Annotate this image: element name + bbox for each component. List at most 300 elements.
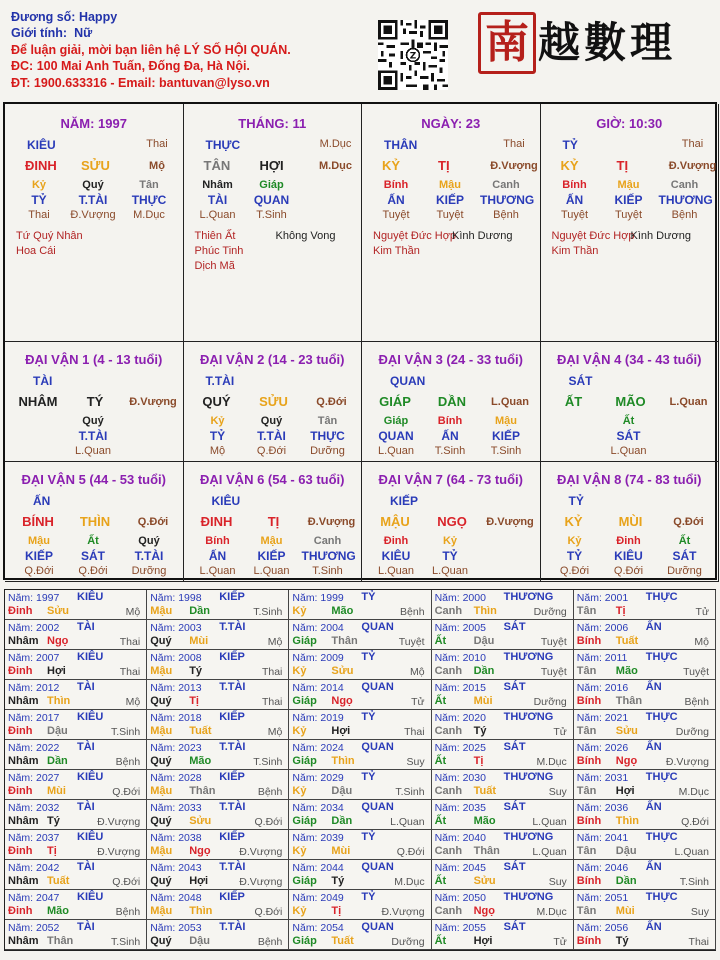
year-label: Năm: 2035 xyxy=(434,802,486,814)
pillar-hidden-stage: Tuyệt xyxy=(436,209,464,221)
dai-van-hidden-stem: Đinh xyxy=(616,535,641,547)
page-header xyxy=(0,0,720,100)
year-stage: Dưỡng xyxy=(391,936,425,948)
year-stage: Tử xyxy=(411,696,425,708)
year-chi: Hợi xyxy=(47,665,66,677)
pillar-hidden-star: ẤN xyxy=(387,193,405,207)
year-star: KIÊU xyxy=(77,711,104,723)
pillar-hidden-stage: Tuyệt xyxy=(614,209,643,221)
year-label: Năm: 2025 xyxy=(434,742,486,754)
year-chi: Ngọ xyxy=(331,695,353,707)
year-stage: Thai xyxy=(404,726,425,738)
year-star: KIÊU xyxy=(77,651,104,663)
year-star: THỰC xyxy=(645,591,678,603)
year-star: QUAN xyxy=(361,741,394,753)
dai-van-hidden-stem: Bính xyxy=(205,535,230,547)
dai-van-can: GIÁP xyxy=(379,394,411,409)
year-star: QUAN xyxy=(361,621,394,633)
year-chi: Dần xyxy=(189,605,210,617)
year-stage: Mộ xyxy=(267,726,283,738)
pillar-hidden-stage: Thai xyxy=(28,209,50,221)
year-chi: Tuất xyxy=(615,635,639,647)
year-can: Tân xyxy=(576,605,597,617)
pillar-can: TÂN xyxy=(203,158,231,173)
pillar-hidden-stem: Kỷ xyxy=(31,179,47,191)
year-cell xyxy=(574,620,716,650)
year-chi: Mão xyxy=(47,905,69,917)
year-chi: Tuất xyxy=(473,785,496,797)
year-chi: Tý xyxy=(189,665,203,677)
pillar-hidden-stage: Bệnh xyxy=(493,209,519,221)
year-chi: Mùi xyxy=(473,695,493,707)
year-can: Mậu xyxy=(150,605,173,617)
year-chi: Sửu xyxy=(47,605,70,617)
pillar-hidden-stage: L.Quan xyxy=(199,209,236,221)
year-label: Năm: 2010 xyxy=(434,652,486,664)
dai-van-cell xyxy=(541,462,720,582)
year-star: TÀI xyxy=(77,621,95,633)
year-star: THỰC xyxy=(645,771,678,783)
year-star: TÀI xyxy=(77,801,95,813)
year-star: ẤN xyxy=(645,621,662,633)
year-can: Giáp xyxy=(292,695,317,707)
year-star: TỶ xyxy=(361,591,376,603)
year-star: KIÊU xyxy=(77,891,104,903)
year-can: Ất xyxy=(434,635,447,647)
dai-van-hidden-stem: Mậu xyxy=(260,535,283,547)
pillar-cell xyxy=(541,104,720,342)
year-stage: T.Sinh xyxy=(679,876,709,888)
year-can: Canh xyxy=(434,905,463,917)
year-label: Năm: 2048 xyxy=(150,892,202,904)
year-stage: Bệnh xyxy=(257,936,283,948)
dai-van-hidden-star: TỶ xyxy=(209,429,226,443)
year-can: Giáp xyxy=(292,635,317,647)
duong-so-value: Happy xyxy=(78,10,118,24)
year-chi: Ngọ xyxy=(47,635,69,647)
year-cell xyxy=(289,740,431,770)
year-cell xyxy=(432,680,574,710)
year-can: Quý xyxy=(150,635,172,647)
year-chi: Tuất xyxy=(331,935,354,947)
dai-van-cell xyxy=(5,462,184,582)
year-chi: Dậu xyxy=(473,635,495,647)
dai-van-title: ĐẠI VẬN 4 (34 - 43 tuổi) xyxy=(557,352,702,367)
year-can: Bính xyxy=(576,815,602,827)
year-label: Năm: 2007 xyxy=(8,652,60,664)
year-star: THỰC xyxy=(645,711,678,723)
pillar-hidden-stage: M.Dục xyxy=(133,209,165,221)
year-chi: Hợi xyxy=(615,785,635,797)
year-stage: Bệnh xyxy=(115,906,141,918)
pillar-than-sat: Tứ Quý Nhân xyxy=(16,230,83,242)
year-label: Năm: 2046 xyxy=(576,862,629,874)
year-can: Giáp xyxy=(292,935,317,947)
year-can: Kỷ xyxy=(292,605,307,617)
year-label: Năm: 2013 xyxy=(150,682,202,694)
year-cell xyxy=(574,800,716,830)
year-stage: Thai xyxy=(261,666,283,678)
dai-van-stage: Q.Đới xyxy=(137,516,169,528)
year-chi: Thìn xyxy=(47,695,71,707)
dai-van-chi: MÃO xyxy=(615,394,646,409)
dai-van-title: ĐẠI VẬN 5 (44 - 53 tuổi) xyxy=(21,472,166,487)
pillar-can: ĐINH xyxy=(25,158,57,173)
pillar-hidden-stem: Tân xyxy=(139,179,159,191)
pillar-title: NĂM: 1997 xyxy=(60,116,127,131)
year-cell xyxy=(289,860,431,890)
pillar-hidden-star: KIẾP xyxy=(435,193,464,207)
year-can: Nhâm xyxy=(8,635,39,647)
year-label: Năm: 2044 xyxy=(292,862,344,874)
dai-van-star: TÀI xyxy=(33,374,53,388)
year-can: Tân xyxy=(576,785,597,797)
year-chi: Dậu xyxy=(331,785,353,797)
year-can: Ất xyxy=(434,875,447,887)
year-label: Năm: 2031 xyxy=(576,772,629,784)
pillar-hidden-star: KIẾP xyxy=(614,193,643,207)
year-cell xyxy=(147,890,289,920)
year-label: Năm: 1999 xyxy=(292,592,344,604)
year-stage: Thai xyxy=(119,666,141,678)
svg-text:Z: Z xyxy=(409,51,417,62)
year-cell xyxy=(147,680,289,710)
dai-van-hidden-stem: Giáp xyxy=(383,415,409,427)
year-cell xyxy=(5,770,147,800)
dai-van-hidden-stem: Tân xyxy=(317,415,338,427)
dai-van-stage: L.Quan xyxy=(491,396,529,408)
pillar-hidden-stem: Giáp xyxy=(259,179,284,191)
dai-van-hidden-stage: Q.Đới xyxy=(78,565,108,577)
pillar-title: THÁNG: 11 xyxy=(238,116,307,131)
year-star: QUAN xyxy=(361,681,394,693)
year-cell xyxy=(5,650,147,680)
year-star: T.TÀI xyxy=(219,801,246,813)
pillar-than-sat: Kim Thần xyxy=(373,245,420,257)
year-cell xyxy=(574,590,716,620)
year-chi: Sửu xyxy=(189,815,212,827)
year-chi: Mão xyxy=(615,665,638,677)
year-stage: L.Quan xyxy=(532,816,567,828)
year-star: THƯƠNG xyxy=(503,711,554,723)
year-can: Bính xyxy=(576,935,602,947)
dai-van-hidden-stem: Mậu xyxy=(28,535,50,547)
year-cell xyxy=(432,650,574,680)
dai-van-hidden-star: KIẾP xyxy=(24,549,53,563)
dai-van-hidden-stage: L.Quan xyxy=(610,445,647,457)
dai-van-chi: TÝ xyxy=(86,394,104,409)
year-stage: Đ.Vượng xyxy=(381,906,425,918)
year-stage: M.Dục xyxy=(678,786,709,798)
year-chi: Thân xyxy=(615,695,643,707)
year-stage: Tử xyxy=(695,606,709,618)
year-cell xyxy=(574,710,716,740)
year-stage: Suy xyxy=(548,876,567,888)
year-can: Đinh xyxy=(8,785,33,797)
year-label: Năm: 2041 xyxy=(576,832,629,844)
logo-seal xyxy=(478,12,536,74)
year-cell xyxy=(574,860,716,890)
year-stage: T.Sinh xyxy=(253,606,283,618)
pillar-chi-stage: Đ.Vượng xyxy=(668,160,717,172)
year-star: THƯƠNG xyxy=(503,891,554,903)
year-cell xyxy=(5,620,147,650)
year-cell xyxy=(289,590,431,620)
year-cell xyxy=(5,830,147,860)
year-star: QUAN xyxy=(361,921,394,933)
year-chi: Tý xyxy=(615,935,629,947)
year-can: Quý xyxy=(150,755,172,767)
year-cell xyxy=(289,920,431,950)
year-star: T.TÀI xyxy=(219,741,246,753)
year-chi: Dần xyxy=(473,665,495,677)
dai-van-title: ĐẠI VẬN 6 (54 - 63 tuổi) xyxy=(200,472,345,487)
year-chi: Tị xyxy=(615,605,626,617)
year-cell xyxy=(147,620,289,650)
year-chi: Mão xyxy=(331,605,354,617)
year-star: THƯƠNG xyxy=(503,591,554,603)
year-cell xyxy=(574,680,716,710)
dai-van-hidden-stem: Kỷ xyxy=(210,415,225,427)
year-can: Nhâm xyxy=(8,695,39,707)
year-chi: Thân xyxy=(189,785,216,797)
dai-van-hidden-star: T.TÀI xyxy=(78,429,108,443)
year-stage: Thai xyxy=(119,636,141,648)
dai-van-hidden-stage: T.Sinh xyxy=(490,445,522,457)
year-can: Đinh xyxy=(8,665,33,677)
year-star: THỰC xyxy=(645,831,678,843)
year-can: Kỷ xyxy=(292,665,307,677)
pillar-extra-sat: Kình Dương xyxy=(452,230,513,242)
year-chi: Dậu xyxy=(189,935,210,947)
pillar-cell xyxy=(5,104,184,342)
year-can: Mậu xyxy=(150,665,173,677)
year-can: Bính xyxy=(576,755,602,767)
year-cell xyxy=(574,650,716,680)
year-stage: Tử xyxy=(553,936,567,948)
year-label: Năm: 2011 xyxy=(576,652,628,664)
dai-van-can: BÍNH xyxy=(22,514,54,529)
year-chi: Hợi xyxy=(189,875,209,887)
year-stage: L.Quan xyxy=(532,846,567,858)
pillar-cell xyxy=(184,104,363,342)
year-star: KIẾP xyxy=(219,891,245,903)
year-cell xyxy=(289,800,431,830)
year-chi: Ngọ xyxy=(473,905,495,917)
year-can: Kỷ xyxy=(292,725,307,737)
year-stage: Đ.Vượng xyxy=(97,846,141,858)
year-chi: Sửu xyxy=(331,665,354,677)
dai-van-stage: Q.Đới xyxy=(673,516,704,528)
duong-so-row xyxy=(11,9,291,25)
dai-van-hidden-star: TỶ xyxy=(442,549,458,563)
year-label: Năm: 2008 xyxy=(150,652,202,664)
year-cell xyxy=(147,650,289,680)
year-label: Năm: 2038 xyxy=(150,832,202,844)
gioi-tinh-label: Giới tính: xyxy=(11,26,68,41)
year-cell xyxy=(147,710,289,740)
year-stage: Bệnh xyxy=(257,786,283,798)
year-chi: Thìn xyxy=(331,755,355,767)
pillar-than-sat: Nguyệt Đức Hợp xyxy=(551,230,635,242)
dai-van-title: ĐẠI VẬN 7 (64 - 73 tuổi) xyxy=(378,472,523,487)
pillar-hidden-star: ẤN xyxy=(565,193,584,207)
year-stage: Dưỡng xyxy=(533,696,567,708)
year-label: Năm: 2030 xyxy=(434,772,486,784)
pillar-hidden-stem: Mậu xyxy=(617,179,640,191)
year-chi: Thân xyxy=(47,935,74,947)
year-stage: Dưỡng xyxy=(675,726,709,738)
year-can: Đinh xyxy=(8,905,33,917)
pillar-hidden-star: QUAN xyxy=(253,193,290,207)
pillar-hidden-star: THƯƠNG xyxy=(480,193,535,207)
year-stage: Suy xyxy=(406,756,425,768)
dai-van-hidden-stage: L.Quan xyxy=(74,445,112,457)
dai-van-cell xyxy=(541,342,720,462)
pillar-hidden-stem: Mậu xyxy=(439,179,461,191)
year-stage: M.Dục xyxy=(394,876,425,888)
year-can: Ất xyxy=(434,815,447,827)
year-chi: Dần xyxy=(331,815,353,827)
year-cell xyxy=(147,590,289,620)
year-label: Năm: 2012 xyxy=(8,682,60,694)
year-stage: Thai xyxy=(261,696,283,708)
pillar-chi: TỊ xyxy=(616,158,629,173)
dai-van-hidden-star: ẤN xyxy=(208,549,227,563)
year-chi: Dậu xyxy=(47,725,68,737)
dai-van-title: ĐẠI VẬN 2 (14 - 23 tuổi) xyxy=(200,352,345,367)
dai-van-hidden-stage: T.Sinh xyxy=(434,445,466,457)
tu-tru-grid xyxy=(3,102,717,580)
year-chi: Tuất xyxy=(47,875,70,887)
dai-van-chi: THÌN xyxy=(79,514,111,529)
year-chi: Thân xyxy=(331,635,358,647)
year-label: Năm: 2027 xyxy=(8,772,60,784)
year-cell xyxy=(5,890,147,920)
year-stage: Dưỡng xyxy=(533,606,567,618)
year-label: Năm: 2042 xyxy=(8,862,60,874)
year-cell xyxy=(147,860,289,890)
logo-seal-char: 南 xyxy=(485,17,529,68)
year-star: SÁT xyxy=(503,621,526,633)
year-star: KIẾP xyxy=(219,651,245,663)
year-label: Năm: 2045 xyxy=(434,862,486,874)
year-can: Tân xyxy=(576,845,597,857)
year-star: KIẾP xyxy=(219,831,245,843)
year-label: Năm: 2020 xyxy=(434,712,486,724)
pillar-hidden-stage: T.Sinh xyxy=(256,209,287,221)
year-label: Năm: 2056 xyxy=(576,922,629,934)
pillar-can: KỶ xyxy=(382,158,401,173)
year-label: Năm: 2028 xyxy=(150,772,202,784)
dai-van-hidden-stage: Q.Đới xyxy=(256,445,287,457)
year-star: SÁT xyxy=(503,741,526,753)
year-stage: M.Dục xyxy=(536,756,567,768)
year-stage: Đ.Vượng xyxy=(97,816,141,828)
dai-van-hidden-stem: Ất xyxy=(622,415,635,427)
year-label: Năm: 2001 xyxy=(576,592,629,604)
year-star: SÁT xyxy=(503,861,526,873)
pillar-title: NGÀY: 23 xyxy=(421,116,481,131)
pillar-chi: HỢI xyxy=(259,158,284,173)
year-cell xyxy=(432,710,574,740)
year-label: Năm: 2016 xyxy=(576,682,629,694)
year-can: Kỷ xyxy=(292,845,307,857)
year-can: Tân xyxy=(576,725,597,737)
dai-van-hidden-stem: Quý xyxy=(82,415,104,427)
year-chi: Tuất xyxy=(189,725,212,737)
year-can: Ất xyxy=(434,935,447,947)
contact-line: Để luận giải, mời bạn liên hệ LÝ SỐ HỘI QUÁN. xyxy=(11,42,291,57)
year-star: KIÊU xyxy=(77,831,104,843)
year-label: Năm: 2032 xyxy=(8,802,60,814)
year-label: Năm: 2022 xyxy=(8,742,60,754)
year-star: KIẾP xyxy=(219,711,245,723)
year-label: Năm: 1997 xyxy=(8,592,60,604)
dai-van-hidden-stage: L.Quan xyxy=(431,565,469,577)
pillar-chi-stage: M.Dục xyxy=(319,160,352,172)
dai-van-stage: Đ.Vượng xyxy=(129,396,177,408)
gioi-tinh-value: Nữ xyxy=(74,26,93,41)
pillar-top-star: KIÊU xyxy=(27,138,56,152)
year-cell xyxy=(574,890,716,920)
year-stage: Bệnh xyxy=(400,606,425,618)
year-can: Giáp xyxy=(292,875,317,887)
year-label: Năm: 2024 xyxy=(292,742,344,754)
dai-van-hidden-star: KIẾP xyxy=(257,549,286,563)
dai-van-hidden-stem: Ất xyxy=(87,535,99,547)
year-cell xyxy=(432,830,574,860)
pillar-hidden-stage: Bệnh xyxy=(671,209,698,221)
dai-van-hidden-stem: Canh xyxy=(313,535,342,547)
pillar-hidden-stem: Canh xyxy=(670,179,699,191)
year-stage: Thai xyxy=(688,936,709,948)
year-star: ẤN xyxy=(645,861,662,873)
dai-van-hidden-star: QUAN xyxy=(378,429,414,443)
year-stage: Tử xyxy=(553,726,567,738)
year-cell xyxy=(432,800,574,830)
year-star: QUAN xyxy=(361,801,394,813)
year-label: Năm: 2018 xyxy=(150,712,202,724)
logo-text: 越數理 xyxy=(538,18,677,67)
dai-van-can: NHÂM xyxy=(18,394,58,409)
year-star: T.TÀI xyxy=(219,921,246,933)
pillar-chi-stage: Mộ xyxy=(149,160,165,172)
year-star: TỶ xyxy=(361,651,376,663)
year-stage: Q.Đới xyxy=(681,816,709,828)
year-chi: Mão xyxy=(473,815,496,827)
year-can: Mậu xyxy=(150,905,173,917)
dai-van-hidden-star: KIÊU xyxy=(614,549,643,563)
year-label: Năm: 2047 xyxy=(8,892,60,904)
year-can: Đinh xyxy=(8,725,33,737)
pillar-than-sat: Thiên Ất xyxy=(194,230,236,242)
year-label: Năm: 2055 xyxy=(434,922,486,934)
pillar-top-star: THỰC xyxy=(205,138,241,152)
year-chi: Dậu xyxy=(615,845,637,857)
dai-van-hidden-stage: Q.Đới xyxy=(24,565,54,577)
dai-van-hidden-stem: Quý xyxy=(260,415,283,427)
qr-code-icon[interactable] xyxy=(378,20,448,90)
dai-van-hidden-stage: L.Quan xyxy=(199,565,236,577)
pillar-hidden-stage: Tuyệt xyxy=(382,209,410,221)
dai-van-title: ĐẠI VẬN 1 (4 - 13 tuổi) xyxy=(25,352,163,367)
year-label: Năm: 2023 xyxy=(150,742,202,754)
dai-van-hidden-star: THỰC xyxy=(310,429,345,443)
year-stage: Mộ xyxy=(125,696,141,708)
year-star: THỰC xyxy=(645,891,678,903)
year-can: Bính xyxy=(576,635,602,647)
